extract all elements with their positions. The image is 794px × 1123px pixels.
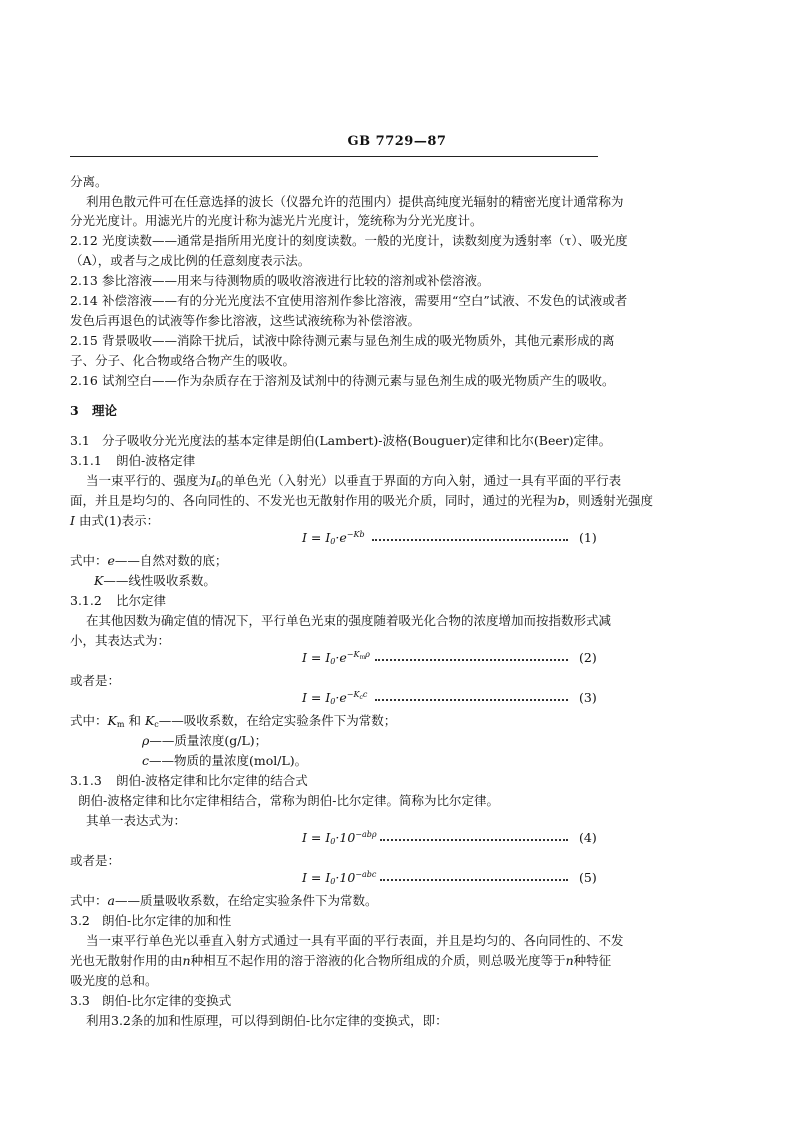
- leader-dots: [375, 699, 568, 701]
- text-line: 小，其表达式为：: [70, 633, 171, 648]
- clause-number: 2.12: [70, 233, 98, 248]
- clause-number: 3.2: [70, 913, 90, 928]
- text-line: 或者是：: [70, 853, 121, 868]
- clause-heading-3-3: [70, 992, 231, 1010]
- equation-2: $I = I_0\cdot e^{-K_m\rho}$: [302, 650, 370, 666]
- text-line: K——线性吸收系数。: [94, 573, 216, 588]
- text-line: 朗伯-波格定律和比尔定律相结合，常称为朗伯-比尔定律。简称为比尔定律。: [78, 793, 499, 808]
- equation-1: $I = I_0\cdot e^{-Kb}$: [302, 530, 365, 546]
- subclause-heading-3-1-1: [70, 452, 195, 470]
- header-rule: [70, 156, 598, 157]
- text-line: 式中：$K_m$ 和 $K_c——$吸收系数，在给定实验条件下为常数；: [70, 713, 397, 729]
- clause-number: 3.1.1: [70, 453, 102, 468]
- clause-text: 试剂空白——作为杂质存在于溶剂及试剂中的待测元素与显色剂生成的吸光物质产生的吸收。: [102, 373, 615, 388]
- text-line: （A），或者与之成比例的任意刻度表示法。: [70, 253, 311, 268]
- subclause-heading-3-1-3: [70, 772, 308, 790]
- clause-number: 3.3: [70, 993, 90, 1008]
- standard-code-header: GB 7729—87: [347, 134, 447, 149]
- text-line: 利用3.2条的加和性原理，可以得到朗伯-比尔定律的变换式，即：: [86, 1013, 448, 1028]
- leader-dots: [380, 839, 568, 841]
- text-line: 子、分子、化合物或络合物产生的吸收。: [70, 353, 296, 368]
- clause-text: 参比溶液——用来与待测物质的吸收溶液进行比较的溶剂或补偿溶液。: [102, 273, 490, 288]
- text-line: 式中：e——自然对数的底；: [70, 553, 228, 568]
- equation-number: (4): [579, 830, 597, 845]
- clause-number: 3.1.2: [70, 593, 102, 608]
- equation-number: (3): [579, 690, 597, 705]
- text-line: 光也无散射作用的由n种相互不起作用的溶于溶液的化合物所组成的介质，则总吸光度等于n种特征: [70, 953, 612, 968]
- clause-text: 背景吸收——消除干扰后，试液中除待测元素与显色剂生成的吸光物质外，其他元素形成的离: [102, 333, 615, 348]
- leader-dots: [375, 659, 568, 661]
- clause-text: 分子吸收分光光度法的基本定律是朗伯(Lambert)-波格(Bouguer)定律和比尔(Beer)定律。: [102, 433, 612, 448]
- clause-number: 2.13: [70, 273, 98, 288]
- equation-number: (5): [579, 870, 597, 885]
- clause-text: 补偿溶液——有的分光光度法不宜使用溶剂作参比溶液，需要用“空白”试液、不发色的试液或者: [102, 293, 628, 308]
- equation-3: $I = I_0\cdot e^{-K_cc}$: [302, 690, 368, 706]
- subclause-title: 比尔定律: [116, 593, 167, 608]
- clause-number: 3.1: [70, 433, 90, 448]
- text-line: 或者是：: [70, 673, 121, 688]
- leader-dots: [372, 539, 568, 541]
- text-line: 利用色散元件可在任意选择的波长（仪器允许的范围内）提供高纯度光辐射的精密光度计通常称为: [86, 194, 624, 209]
- clause-2-12: [70, 232, 628, 250]
- text-line: ρ——质量浓度(g/L)；: [142, 733, 268, 748]
- text-line: 分离。: [70, 174, 108, 189]
- equation-number: (2): [579, 650, 597, 665]
- text-line: 当一束平行单色光以垂直入射方式通过一具有平面的平行表面，并且是均匀的、各向同性的、不发: [86, 933, 624, 948]
- clause-title: 朗伯-比尔定律的变换式: [102, 993, 232, 1008]
- text-line: 其单一表达式为：: [86, 813, 187, 828]
- clause-3-1: [70, 432, 611, 450]
- clause-number: 2.15: [70, 333, 98, 348]
- clause-text: 光度读数——通常是指所用光度计的刻度读数。一般的光度计，读数刻度为透射率（τ）、吸光度: [102, 233, 628, 248]
- subclause-title: 朗伯-波格定律: [116, 453, 196, 468]
- equation-5: $I = I_0\cdot 10^{-abc}$: [302, 870, 377, 886]
- clause-2-14: [70, 292, 627, 310]
- text-line: 在其他因数为确定值的情况下，平行单色光束的强度随着吸光化合物的浓度增加而按指数形式减: [86, 613, 612, 628]
- text-line: c——物质的量浓度(mol/L)。: [142, 753, 308, 768]
- section-title: 理论: [92, 403, 118, 418]
- clause-2-15: [70, 332, 615, 350]
- equation-4: $I = I_0\cdot 10^{-ab\rho}$: [302, 830, 377, 846]
- text-line: 当一束平行的、强度为$I_0$的单色光（入射光）以垂直于界面的方向入射，通过一具有平面的平行表: [86, 473, 622, 489]
- clause-heading-3-2: [70, 912, 231, 930]
- subclause-title: 朗伯-波格定律和比尔定律的结合式: [116, 773, 308, 788]
- text-line: 式中：a——质量吸收系数，在给定实验条件下为常数。: [70, 893, 378, 908]
- section-number: 3: [70, 403, 79, 418]
- clause-number: 3.1.3: [70, 773, 102, 788]
- subclause-heading-3-1-2: [70, 592, 166, 610]
- clause-number: 2.16: [70, 373, 98, 388]
- equation-number: (1): [579, 530, 597, 545]
- text-line: 发色后再退色的试液等作参比溶液，这些试液统称为补偿溶液。: [70, 313, 421, 328]
- text-line: I 由式(1)表示：: [70, 513, 160, 528]
- text-line: 分光光度计。用滤光片的光度计称为滤光片光度计，笼统称为分光光度计。: [70, 213, 483, 228]
- clause-number: 2.14: [70, 293, 98, 308]
- text-line: 面，并且是均匀的、各向同性的、不发光也无散射作用的吸光介质，同时，通过的光程为b，则透射光强度: [70, 493, 654, 508]
- clause-2-13: [70, 272, 490, 290]
- leader-dots: [380, 879, 568, 881]
- clause-2-16: [70, 372, 615, 390]
- clause-title: 朗伯-比尔定律的加和性: [102, 913, 232, 928]
- section-heading-3: [70, 402, 117, 420]
- text-line: 吸光度的总和。: [70, 973, 158, 988]
